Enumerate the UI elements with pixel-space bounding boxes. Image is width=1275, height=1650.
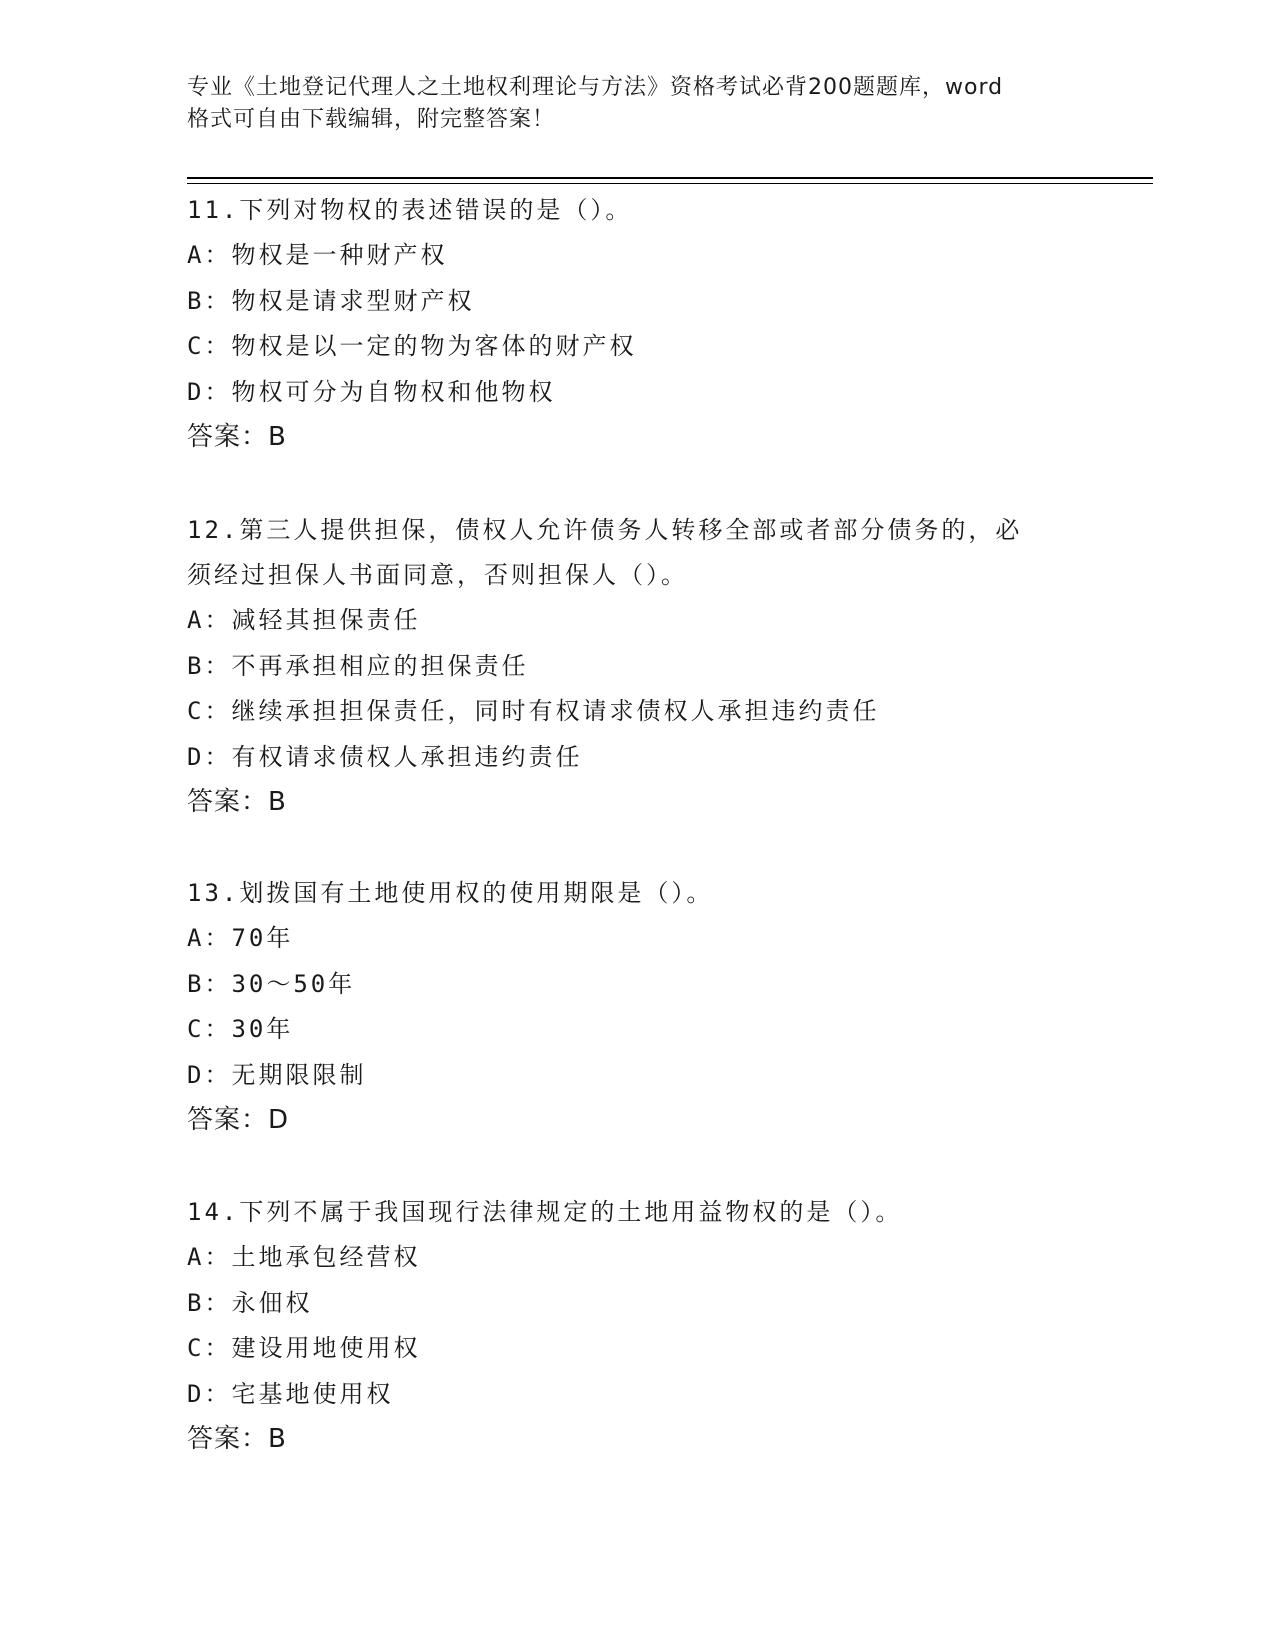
header-line-1: 专业《土地登记代理人之土地权利理论与方法》资格考试必背200题题库，word [187, 75, 1004, 100]
header-line-2: 格式可自由下载编辑，附完整答案！ [187, 107, 556, 132]
option-b: B：30～50年 [187, 969, 356, 998]
question-stem: 11.下列对物权的表述错误的是（）。 [187, 196, 633, 224]
question-stem: 12.第三人提供担保，债权人允许债务人转移全部或者部分债务的，必 [187, 516, 1023, 544]
option-a: A：土地承包经营权 [187, 1243, 421, 1271]
question-14 [187, 1190, 1087, 1463]
option-c: C：30年 [187, 1015, 294, 1043]
option-b: B：永佃权 [187, 1288, 313, 1317]
option-d: D：有权请求债权人承担违约责任 [187, 742, 583, 771]
question-11 [187, 188, 1087, 461]
document-header [187, 72, 1067, 136]
option-d: D：无期限限制 [187, 1060, 367, 1089]
question-12 [187, 508, 1087, 826]
answer: 答案：B [187, 422, 287, 452]
option-c: C：建设用地使用权 [187, 1334, 421, 1362]
answer: 答案：B [187, 787, 287, 817]
question-stem: 14.下列不属于我国现行法律规定的土地用益物权的是（）。 [187, 1198, 903, 1226]
option-a: A：物权是一种财产权 [187, 241, 448, 269]
answer: 答案：D [187, 1105, 290, 1135]
answer: 答案：B [187, 1424, 287, 1454]
option-a: A：70年 [187, 924, 294, 952]
option-d: D：物权可分为自物权和他物权 [187, 377, 556, 406]
option-a: A：减轻其担保责任 [187, 606, 421, 634]
option-b: B：物权是请求型财产权 [187, 286, 475, 315]
option-d: D：宅基地使用权 [187, 1379, 394, 1408]
option-c: C：继续承担担保责任，同时有权请求债权人承担违约责任 [187, 697, 880, 725]
header-divider-thin [187, 183, 1153, 184]
option-c: C：物权是以一定的物为客体的财产权 [187, 332, 637, 360]
question-13 [187, 871, 1087, 1144]
question-stem: 13.划拨国有土地使用权的使用期限是（）。 [187, 879, 714, 907]
question-stem-continued: 须经过担保人书面同意，否则担保人（）。 [187, 561, 688, 589]
option-b: B：不再承担相应的担保责任 [187, 651, 529, 680]
header-divider-thick [187, 177, 1153, 179]
